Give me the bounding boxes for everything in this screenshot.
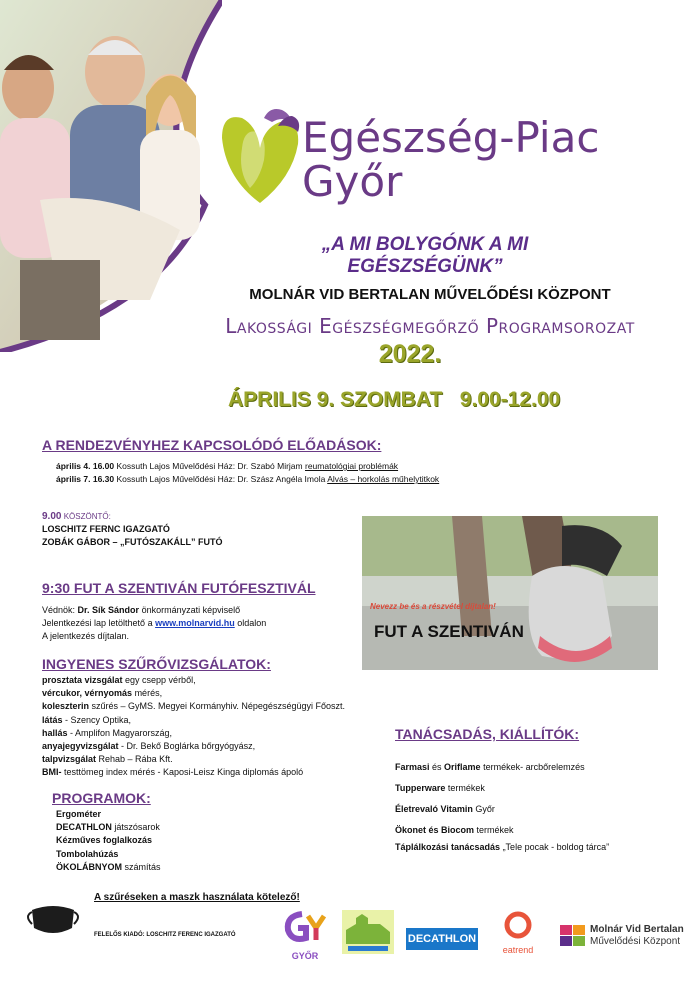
program-item: Ergométer — [56, 809, 102, 819]
lecture-item: április 7. 16.30 Kossuth Lajos Művelődési Ház: Dr. Szász Angéla Imola Alvás – horkolás műhelytitkok — [56, 474, 440, 484]
screening-list — [42, 674, 345, 780]
screening-item: hallás - Amplifon Magyarország, — [42, 727, 173, 738]
advice-item: Tupperware termékek — [395, 783, 485, 793]
screening-item: BMI- testtömeg index mérés - Kaposi-Leisz Kinga diplomás ápoló — [42, 767, 304, 778]
screening-item: talpvizsgálat Rehab – Rába Kft. — [42, 754, 173, 765]
image-slogan: Nevezz be és a részvétel díjtalan! — [370, 602, 496, 611]
mask-notice: A szűréseken a maszk használata kötelező! — [94, 892, 300, 903]
advice-item: Farmasi és Oriflame termékek- arcbőrelemzés — [395, 762, 585, 772]
program-item: Tombolahúzás — [56, 848, 119, 859]
advice-item: Táplálkozási tanácsadás „Tele pocak - boldog tárca” — [395, 842, 610, 852]
logo-line2: Győr — [302, 157, 403, 206]
gyor-label: GYŐR — [291, 951, 319, 961]
publisher: FELELŐS KIADÓ: LOSCHITZ FERENC IGAZGATÓ — [94, 932, 236, 938]
screening-item: prosztata vizsgálat egy csepp vérből, — [42, 675, 196, 685]
advice-list — [395, 762, 609, 859]
logo-text — [302, 113, 600, 206]
welcome-line2: ZOBÁK GÁBOR – „FUTÓSZAKÁLL” FUTÓ — [42, 537, 223, 547]
advice-item: Ökonet és Biocom termékek — [395, 825, 514, 835]
lectures-list — [56, 460, 439, 486]
family-photo — [0, 0, 222, 352]
welcome-time: 9.00 — [42, 511, 62, 522]
welcome-block — [42, 510, 223, 549]
screening-item: anyajegyvizsgálat - Dr. Bekő Boglárka bőrgyógyász, — [42, 741, 256, 752]
gyor-logo — [282, 910, 328, 961]
programs-title: PROGRAMOK: — [52, 790, 151, 806]
decathlon-logo: DECATHLON — [406, 928, 478, 950]
motto: „A MI BOLYGÓNK A MI EGÉSZSÉGÜNK” — [321, 234, 529, 277]
venue-title: MOLNÁR VID BERTALAN MŰVELŐDÉSI KÖZPONT — [249, 286, 611, 303]
advice-item: Életrevaló Vitamin Győr — [395, 804, 495, 814]
advice-title: TANÁCSADÁS, KIÁLLÍTÓK: — [395, 726, 580, 742]
patron-name: Dr. Sík Sándor — [77, 605, 140, 615]
mvb-logo-icon — [560, 925, 586, 952]
heart-logo-icon — [212, 108, 308, 213]
program-item: DECATHLON játszósarok — [56, 822, 160, 833]
eatrend-logo — [490, 910, 546, 958]
logo-line1: Egészség-Piac — [302, 113, 600, 162]
image-title: FUT A SZENTIVÁN — [374, 622, 524, 641]
lectures-title: A RENDEZVÉNYHEZ KAPCSOLÓDÓ ELŐADÁSOK: — [42, 437, 382, 453]
screening-item: koleszterin szűrés – GyMS. Megyei Kormányhiv. Népegészségügyi Főoszt. — [42, 701, 345, 712]
program-item: ÖKOLÁBNYOM számítás — [56, 861, 161, 872]
run-info: Védnök: Dr. Sík Sándor önkormányzati képviselő Jelentkezési lap letölthető a www.molnarvid.hu oldalon A jelentkezés díjtalan. — [42, 605, 267, 641]
event-date: ÁPRILIS 9. SZOMBAT 9.00-12.00 — [228, 388, 561, 411]
run-image — [362, 516, 658, 670]
screening-item: vércukor, vérnyomás mérés, — [42, 688, 163, 699]
programs-list — [56, 808, 161, 874]
town-logo — [342, 910, 394, 958]
website-link[interactable]: www.molnarvid.hu — [155, 618, 235, 628]
year: 2022. — [378, 340, 442, 368]
run-title: 9:30 FUT A SZENTIVÁN FUTÓFESZTIVÁL — [42, 580, 316, 596]
mvb-logo-text: Molnár Vid Bertalan Művelődési Központ — [590, 924, 684, 947]
screening-title: INGYENES SZŰRŐVIZSGÁLATOK: — [42, 656, 271, 672]
mask-icon — [24, 902, 82, 943]
program-title: Lakossági Egészségmegőrző Programsorozat — [225, 314, 635, 338]
screening-item: látás - Szency Optika, — [42, 714, 132, 725]
welcome-label: KÖSZÖNTŐ: — [61, 512, 111, 521]
eatrend-label: eatrend — [502, 945, 534, 955]
welcome-line1: LOSCHITZ FERNC IGAZGATÓ — [42, 524, 170, 534]
program-item: Kézműves foglalkozás — [56, 835, 153, 846]
lecture-item: április 4. 16.00 Kossuth Lajos Művelődési Ház: Dr. Szabó Mirjam reumatológiai problémák — [56, 461, 399, 471]
